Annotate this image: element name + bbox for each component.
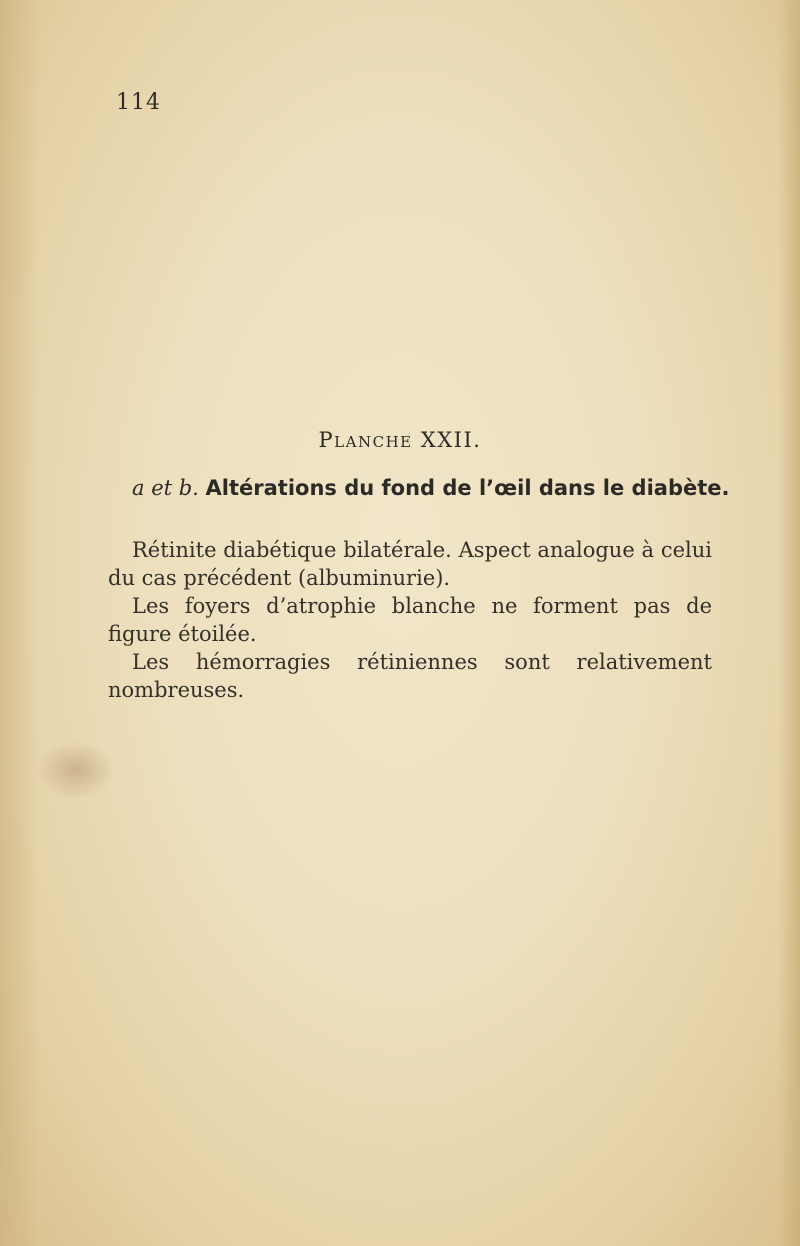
paragraph-2: Les foyers d’atrophie blanche ne forment pas de figure étoilée. (108, 594, 712, 646)
plate-description (108, 536, 712, 704)
page-number: 114 (116, 90, 161, 115)
paper-stain (36, 740, 116, 800)
heading-letters: a et b. (132, 476, 199, 500)
plate-title: Planche XXII. (318, 428, 482, 452)
page-edge-shadow-right (778, 0, 800, 1246)
plate-heading (132, 476, 732, 500)
page-edge-shadow-left (0, 0, 40, 1246)
paragraph-3: Les hémorragies rétiniennes sont relativement nombreuses. (108, 650, 712, 702)
heading-title: Altérations du fond de l’œil dans le diabète. (205, 476, 730, 500)
paragraph-1: Rétinite diabétique bilatérale. Aspect analogue à celui du cas précédent (albuminurie). (108, 538, 712, 590)
